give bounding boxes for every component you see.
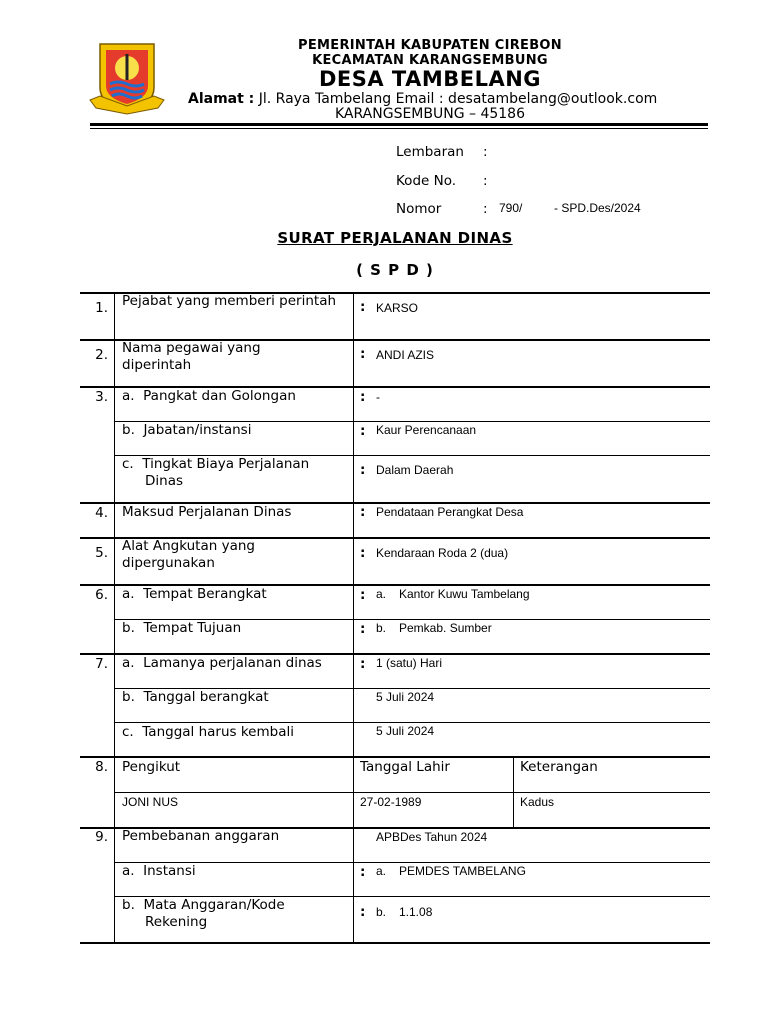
postal-line: KARANGSEMBUNG – 45186 [335, 106, 525, 122]
column-header-dob: Tanggal Lahir [360, 759, 450, 775]
header-line-1: PEMERINTAH KABUPATEN CIREBON [298, 38, 562, 53]
row-number: 7. [95, 656, 108, 672]
table-col-line [353, 292, 354, 944]
table-border [114, 792, 710, 793]
row-colon: : [360, 656, 366, 672]
kode-label: Kode No. [396, 173, 457, 189]
table-col-line [114, 292, 115, 944]
row-value: Dalam Daerah [376, 463, 454, 477]
row-value: 5 Juli 2024 [376, 690, 435, 704]
address-label: Alamat : [188, 91, 255, 107]
follower-name: JONI NUS [122, 795, 179, 809]
row-prefix: a. [376, 587, 387, 601]
row-colon: : [360, 423, 366, 439]
row-colon: : [360, 346, 366, 362]
row-number: 2. [95, 347, 108, 363]
follower-note: Kadus [520, 795, 555, 809]
row-colon: : [360, 504, 366, 520]
row-prefix: a. [376, 864, 387, 878]
row-colon: : [360, 462, 366, 478]
row-value: 1 (satu) Hari [376, 656, 443, 670]
nomor-label: Nomor [396, 201, 442, 217]
kode-colon: : [483, 173, 488, 189]
document-subtitle: ( S P D ) [356, 261, 434, 279]
row-label: Nama pegawai yang diperintah [122, 340, 261, 373]
row-prefix: b. [376, 621, 387, 635]
logo [88, 38, 166, 118]
row-label-cont: Dinas [145, 473, 184, 489]
row-label: a. Lamanya perjalanan dinas [122, 655, 322, 671]
nomor-suffix: - SPD.Des/2024 [554, 201, 641, 215]
village-name: DESA TAMBELANG [318, 67, 542, 91]
row-prefix: b. [376, 905, 387, 919]
row-colon: : [360, 545, 366, 561]
row-colon: : [360, 299, 366, 315]
row-colon: : [360, 864, 366, 880]
row-number: 3. [95, 389, 108, 405]
row-colon: : [360, 389, 366, 405]
row-value: - [376, 390, 380, 404]
row-number: 6. [95, 587, 108, 603]
table-col-line [513, 756, 514, 828]
row-label: a. Instansi [122, 863, 196, 879]
row-label: Pejabat yang memberi perintah [122, 293, 337, 309]
row-colon: : [360, 621, 366, 637]
row-label: b. Jabatan/instansi [122, 422, 252, 438]
header-rule-thin [90, 128, 708, 129]
document-title: SURAT PERJALANAN DINAS [277, 229, 513, 247]
table-border [114, 722, 710, 723]
row-label: a. Tempat Berangkat [122, 586, 267, 602]
row-value: Kendaraan Roda 2 (dua) [376, 546, 509, 560]
row-number: 5. [95, 545, 108, 561]
address-text: Jl. Raya Tambelang Email : desatambelang@outlook.com [254, 91, 658, 107]
row-number: 1. [95, 300, 108, 316]
nomor-colon: : [483, 201, 488, 217]
row-value: 1.1.08 [399, 905, 433, 919]
row-label: Alat Angkutan yang dipergunakan [122, 538, 255, 571]
row-label: Pembebanan anggaran [122, 828, 280, 844]
row-number: 9. [95, 829, 108, 845]
row-value: Kantor Kuwu Tambelang [399, 587, 530, 601]
row-value: Pendataan Perangkat Desa [376, 505, 524, 519]
row-label-cont: Rekening [145, 914, 208, 930]
row-label: Pengikut [122, 759, 181, 775]
row-value: KARSO [376, 301, 419, 315]
header-line-2: KECAMATAN KARANGSEMBUNG [312, 53, 548, 68]
row-number: 8. [95, 759, 108, 775]
row-value: Kaur Perencanaan [376, 423, 477, 437]
row-colon: : [360, 904, 366, 920]
row-number: 4. [95, 505, 108, 521]
row-colon: : [360, 587, 366, 603]
row-label: Maksud Perjalanan Dinas [122, 504, 292, 520]
row-value: APBDes Tahun 2024 [376, 830, 488, 844]
column-header-note: Keterangan [520, 759, 598, 775]
lembaran-label: Lembaran [396, 144, 464, 160]
table-border [80, 756, 710, 758]
address-line [188, 91, 657, 107]
row-label: c. Tingkat Biaya Perjalanan [122, 456, 310, 472]
row-label: c. Tanggal harus kembali [122, 724, 294, 740]
row-value: 5 Juli 2024 [376, 724, 435, 738]
row-label: b. Tempat Tujuan [122, 620, 242, 636]
lembaran-colon: : [483, 144, 488, 160]
nomor-number: 790/ [499, 201, 523, 215]
row-value: ANDI AZIS [376, 348, 435, 362]
follower-dob: 27-02-1989 [360, 795, 422, 809]
header-rule-thick [90, 123, 708, 126]
row-value: PEMDES TAMBELANG [399, 864, 526, 878]
table-border [114, 862, 710, 863]
row-label: a. Pangkat dan Golongan [122, 388, 296, 404]
row-label: b. Tanggal berangkat [122, 689, 269, 705]
row-label: b. Mata Anggaran/Kode [122, 897, 285, 913]
row-value: Pemkab. Sumber [399, 621, 492, 635]
table-border [80, 942, 710, 944]
